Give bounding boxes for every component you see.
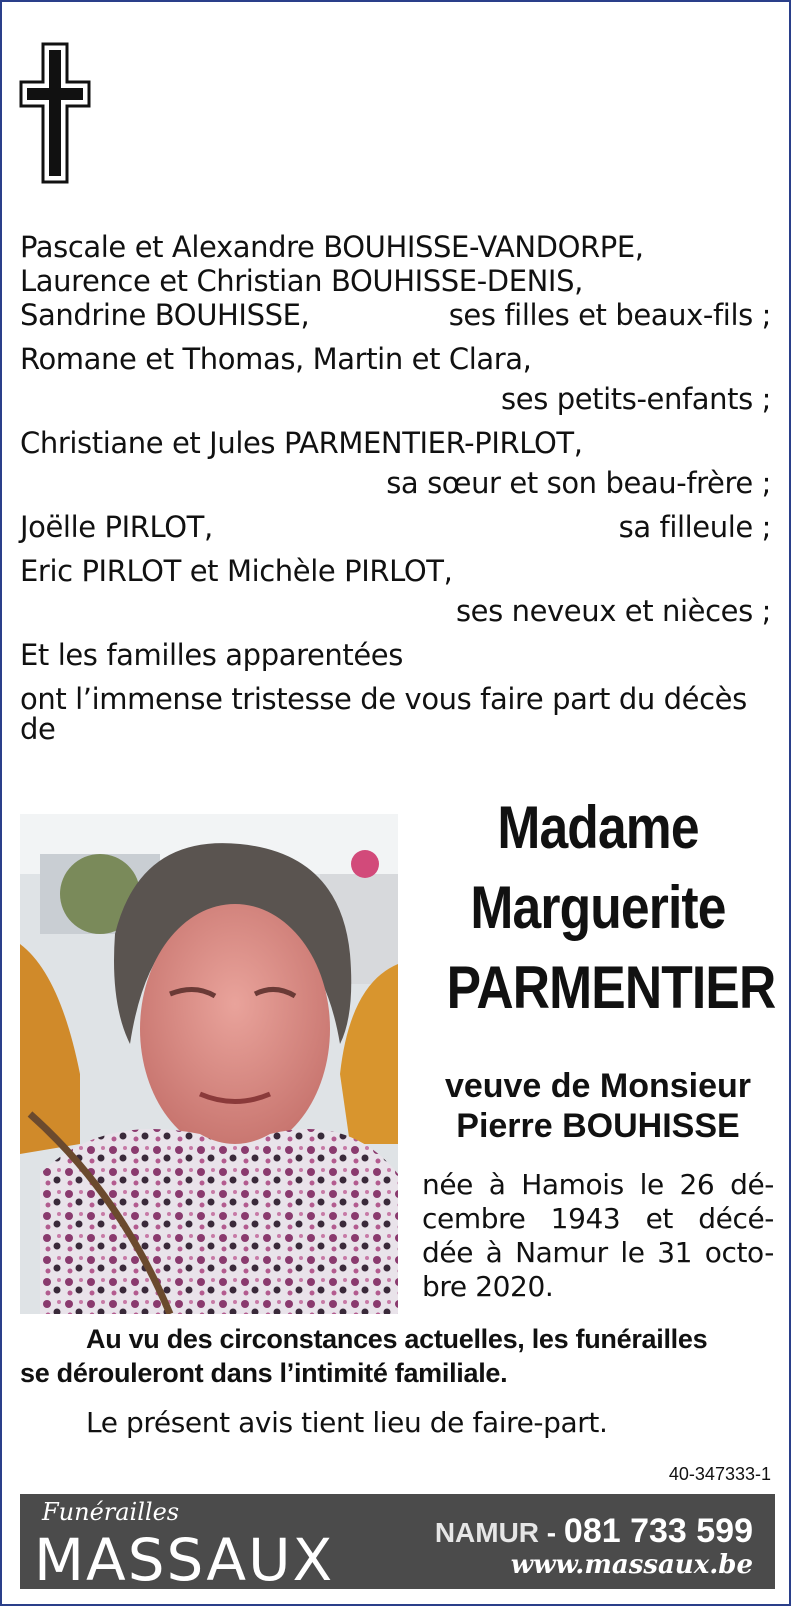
- announcement-line: ont l’immense tristesse de vous faire part du décès: [20, 682, 747, 716]
- faire-part-note: Le présent avis tient lieu de faire-part.: [86, 1406, 608, 1439]
- deceased-last-name: PARMENTIER: [446, 954, 776, 1021]
- cross-icon: [19, 42, 91, 184]
- family-line: Pascale et Alexandre BOUHISSE-VANDORPE,: [20, 230, 644, 264]
- banner-label: Funérailles: [42, 1498, 180, 1526]
- family-line: Christiane et Jules PARMENTIER-PIRLOT,: [20, 426, 583, 460]
- widow-line: Pierre BOUHISSE: [456, 1107, 740, 1145]
- relation-label: sa sœur et son beau-frère ;: [386, 466, 771, 500]
- family-line: Joëlle PIRLOT,: [20, 510, 213, 544]
- bio-line: née à Hamois le 26 dé-: [422, 1168, 774, 1201]
- family-line: Romane et Thomas, Martin et Clara,: [20, 342, 532, 376]
- relation-label: sa filleule ;: [618, 510, 771, 544]
- family-line: Et les familles apparentées: [20, 638, 403, 672]
- announcement-line: de: [20, 712, 56, 746]
- reference-number: 40-347333-1: [668, 1464, 771, 1484]
- banner-separator: -: [539, 1517, 564, 1548]
- widow-line: veuve de Monsieur: [444, 1067, 752, 1105]
- banner-website: www.massaux.be: [510, 1550, 753, 1580]
- banner-contact: [435, 1512, 753, 1551]
- bio-line: cembre 1943 et décé-: [422, 1202, 774, 1235]
- relation-label: ses neveux et nièces ;: [455, 594, 771, 628]
- bio-line: dée à Namur le 31 octo-: [422, 1236, 774, 1269]
- bio-line: bre 2020.: [422, 1270, 554, 1303]
- banner-city: NAMUR: [434, 1517, 540, 1548]
- deceased-first-name: Marguerite: [470, 874, 726, 941]
- funeral-notice: se dérouleront dans l’intimité familiale.: [20, 1358, 508, 1388]
- birth-death-details: [422, 1168, 774, 1304]
- relation-label: ses filles et beaux-fils ;: [448, 298, 771, 332]
- deceased-title: Madame: [497, 794, 699, 861]
- banner-phone: 081 733 599: [563, 1512, 753, 1550]
- funeral-home-banner: [20, 1494, 775, 1594]
- portrait-photo: [20, 814, 398, 1314]
- family-line: Laurence et Christian BOUHISSE-DENIS,: [20, 264, 583, 298]
- funeral-notice: Au vu des circonstances actuelles, les funérailles: [86, 1324, 708, 1354]
- family-line: Eric PIRLOT et Michèle PIRLOT,: [20, 554, 453, 588]
- relation-label: ses petits-enfants ;: [501, 382, 771, 416]
- family-line: Sandrine BOUHISSE,: [20, 298, 310, 332]
- funeral-home-logo: MASSAUX: [34, 1526, 335, 1594]
